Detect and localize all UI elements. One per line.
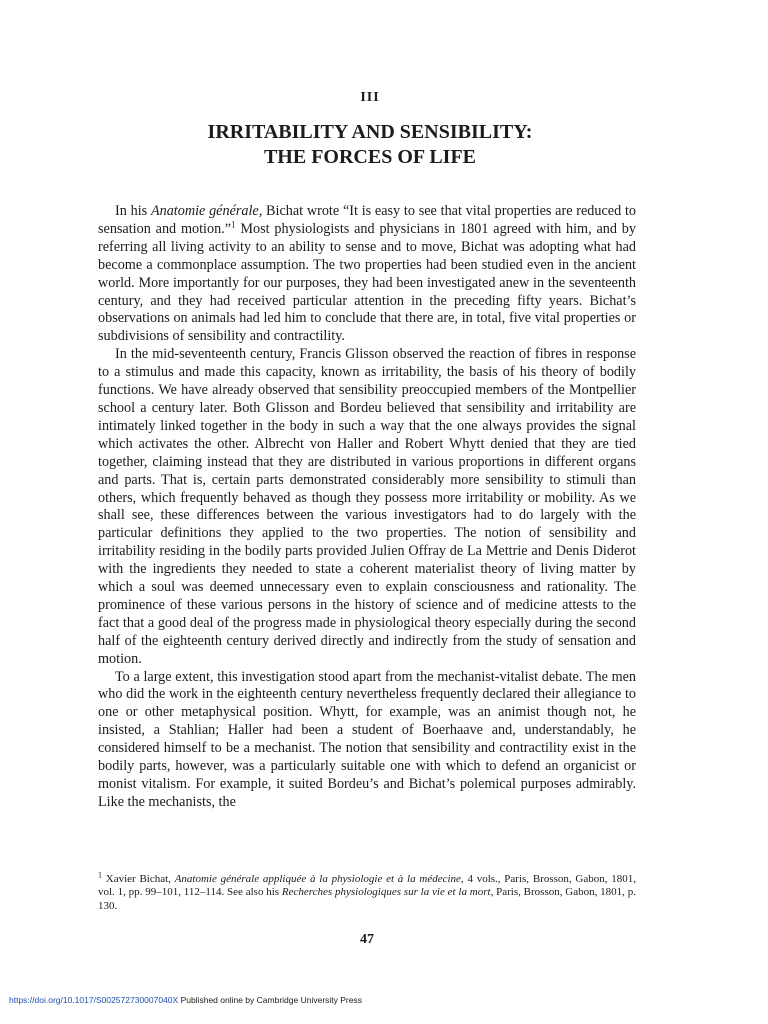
published-online-text: Published online by Cambridge University Press bbox=[178, 995, 362, 1005]
paragraph-1-quote: , Bichat wrote “It is easy to see that vital properties are reduced to sensation and motion.” bbox=[98, 203, 636, 237]
footnote-text-3: , Paris, Brosson, Gabon, 1801, p. 130. bbox=[98, 886, 636, 912]
footnote bbox=[98, 870, 636, 913]
paragraph-1-lead: In his bbox=[115, 203, 151, 219]
page-number: 47 bbox=[360, 932, 374, 947]
doi-link[interactable]: https://doi.org/10.1017/S002572730007040X bbox=[9, 995, 179, 1005]
source-line bbox=[9, 995, 362, 1005]
chapter-number: III bbox=[360, 90, 380, 105]
footnote-mark: 1 bbox=[98, 870, 102, 880]
footnote-text-2: , 4 vols., Paris, Brosson, Gabon, 1801, vol. 1, pp. 99–101, 112–114. See also his bbox=[98, 873, 636, 899]
chapter-title-line-2: THE FORCES OF LIFE bbox=[263, 146, 477, 168]
footnote-title-1: Anatomie générale appliquée à la physiologie et à la médecine bbox=[174, 873, 461, 885]
paragraph-1 bbox=[98, 203, 636, 346]
book-title-anatomie: Anatomie générale bbox=[150, 203, 259, 219]
chapter-title bbox=[0, 120, 740, 170]
footnote-text-1: Xavier Bichat, bbox=[102, 873, 175, 885]
chapter-title-line-1: IRRITABILITY AND SENSIBILITY: bbox=[207, 121, 533, 143]
paragraph-3: To a large extent, this investigation stood apart from the mechanist-vitalist debate. The men who did the work in the eighteenth century nevertheless frequently declared their allegiance to one or other metaphysical position. Whytt, for example, was an animist though not, he insisted, a Stahlian; Haller had been a student of Boerhaave and, understandably, he considered himself to be a mechanist. The notion that sensibility and contractility exist in the bodily parts, however, was a particularly suitable one with which to defend an organicist or monist vitalism. For example, it suited Bordeu’s and Bichat’s polemical purposes admirably. Like the mechanists, the bbox=[98, 668, 636, 810]
footnote-reference[interactable]: 1 bbox=[231, 219, 236, 230]
paragraph-2: In the mid-seventeenth century, Francis Glisson observed the reaction of fibres in response to a stimulus and made this capacity, known as irritability, the basis of his theory of bodily functions. We have already observed that sensibility preoccupied members of the Montpellier school a century later. Both Glisson and Bordeu believed that sensibility and irritability are intimately linked together in the body in such a way that the one always provides the signal which activates the other. Albrecht von Haller and Robert Whytt denied that they are tied together, claiming instead that they are distributed in various proportions in different organs and parts. That is, certain parts demonstrated considerably more sensibility to stimuli than others, which frequently behaved as though they possess more irritability or mobility. As we shall see, these differences between the various investigators had to do largely with the particular definitions they applied to the two properties. The notion of sensibility and irritability residing in the bodily parts provided Julien Offray de La Mettrie and Denis Diderot with the ingredients they needed to state a coherent materialist theory of living matter by which a soul was deemed unnecessary even to explain consciousness and rationality. The prominence of these various persons in the history of science and of medicine attests to the fact that a good deal of the progress made in physiological theory especially during the second half of the eighteenth century derived directly and indirectly from the study of sensation and motion. bbox=[98, 346, 636, 667]
body-text bbox=[98, 203, 636, 812]
footnote-title-2: Recherches physiologiques sur la vie et la mort bbox=[281, 886, 491, 899]
paragraph-1-rest: Most physiologists and physicians in 1801 agreed with him, and by referring all living activity to an ability to sense and to move, Bichat was adopting what had become a commonplace assumption. The two properties had been studied even in the ancient world. More importantly for our purposes, they had been investigated anew in the seventeenth century, and they had received particular attention in the preceding fifty years. Bichat’s observations on animals had led him to conclude that there are, in total, five vital properties or subdivisions of sensibility and contractility. bbox=[98, 220, 636, 345]
